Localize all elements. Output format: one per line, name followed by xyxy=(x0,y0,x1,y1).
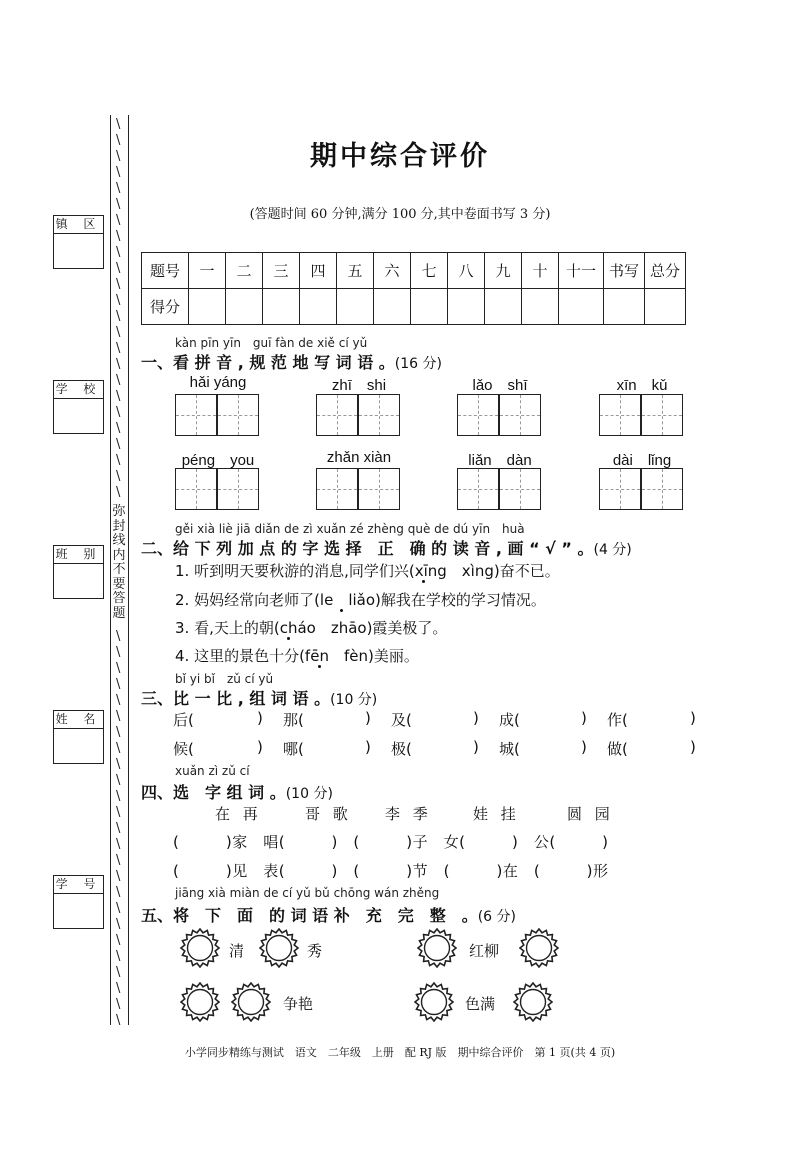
writing-grid-cell[interactable] xyxy=(316,468,358,510)
score-cell[interactable] xyxy=(189,289,226,325)
q4-heading xyxy=(141,780,333,803)
q5-word: 红柳 xyxy=(469,942,500,960)
q4-points: (10 分) xyxy=(285,786,333,802)
sun-blank-icon[interactable] xyxy=(259,928,299,968)
score-header-cell: 六 xyxy=(374,253,411,289)
binding-slash: \ xyxy=(116,917,121,932)
binding-slash: \ xyxy=(116,661,121,676)
sun-blank-icon[interactable] xyxy=(180,928,220,968)
binding-slash: \ xyxy=(116,405,121,420)
binding-slash: \ xyxy=(116,357,121,372)
field-class[interactable] xyxy=(53,545,104,599)
binding-slash: \ xyxy=(116,629,121,644)
score-table-header-row xyxy=(142,253,686,289)
binding-slash: \ xyxy=(116,677,121,692)
binding-slash: \ xyxy=(116,821,121,836)
binding-slash: \ xyxy=(116,837,121,852)
binding-slash: \ xyxy=(116,485,121,500)
binding-slash: \ xyxy=(116,901,121,916)
score-cell[interactable] xyxy=(337,289,374,325)
q3-cell: ) xyxy=(690,709,696,727)
q3-row-2[interactable] xyxy=(173,738,703,760)
q5-title: 五、将 下 面 的 词 语 补 充 完 整 。 xyxy=(141,906,478,925)
binding-slash: \ xyxy=(116,469,121,484)
score-cell[interactable] xyxy=(645,289,686,325)
q5-points: (6 分) xyxy=(477,909,516,925)
q4-pair: 圆 园 xyxy=(567,805,614,823)
binding-slash: \ xyxy=(116,213,121,228)
binding-slash: \ xyxy=(116,149,121,164)
exam-subtitle: (答题时间 60 分钟,满分 100 分,其中卷面书写 3 分) xyxy=(249,207,551,222)
q3-cell: 后( xyxy=(173,711,194,729)
q3-points: (10 分) xyxy=(330,692,378,708)
binding-slash: \ xyxy=(116,229,121,244)
q1-word-pinyin: zhǎn xiàn xyxy=(326,449,392,466)
q3-cell: 作( xyxy=(607,711,628,729)
q3-cell: ) xyxy=(473,738,479,756)
q2-item[interactable]: 4. 这里的景色十分(fēn fèn)美丽。 xyxy=(175,647,419,665)
field-town[interactable] xyxy=(53,215,104,269)
q3-cell: ) xyxy=(690,738,696,756)
binding-slash: \ xyxy=(116,645,121,660)
binding-slash: \ xyxy=(116,693,121,708)
binding-slash: \ xyxy=(116,421,121,436)
binding-slash: \ xyxy=(116,965,121,980)
binding-slash: \ xyxy=(116,773,121,788)
q1-word-pinyin: zhī shi xyxy=(331,377,387,394)
score-cell[interactable] xyxy=(263,289,300,325)
binding-slash: \ xyxy=(116,949,121,964)
binding-slash: \ xyxy=(116,437,121,452)
q1-title: 一、看 拼 音 , 规 范 地 写 词 语 。 xyxy=(141,353,395,372)
score-header-cell: 十一 xyxy=(559,253,604,289)
binding-slash: \ xyxy=(116,341,121,356)
writing-grid-cell[interactable] xyxy=(641,394,683,436)
sun-blank-icon[interactable] xyxy=(231,982,271,1022)
binding-slash: \ xyxy=(116,981,121,996)
q2-title: 二、给 下 列 加 点 的 字 选 择 正 确 的 读 音 , 画 “ √ ” 。 xyxy=(141,539,594,558)
q5-heading xyxy=(141,903,516,926)
binding-slash: \ xyxy=(116,885,121,900)
q3-pinyin: bǐ yi bǐ zǔ cí yǔ xyxy=(175,672,274,686)
q3-cell: 城( xyxy=(499,740,520,758)
q5-word: 清 xyxy=(229,942,245,960)
q1-word-pinyin: lǎo shī xyxy=(472,377,528,394)
q4-row-1[interactable]: ( )家 唱( ) ( )子 女( ) 公( ) xyxy=(173,833,609,851)
q4-row-2[interactable]: ( )见 表( ) ( )节 ( )在 ( )形 xyxy=(173,862,609,880)
score-header-cell: 四 xyxy=(300,253,337,289)
writing-grid-cell[interactable] xyxy=(457,468,499,510)
writing-grid-cell[interactable] xyxy=(358,468,400,510)
sun-blank-icon[interactable] xyxy=(414,982,454,1022)
writing-grid-cell[interactable] xyxy=(499,394,541,436)
q4-pair: 哥 歌 xyxy=(305,805,352,823)
binding-line-right xyxy=(128,115,129,1025)
score-header-cell: 八 xyxy=(448,253,485,289)
q4-pair: 娃 挂 xyxy=(473,805,520,823)
q1-pinyin: kàn pīn yīn guī fàn de xiě cí yǔ xyxy=(175,336,368,350)
q1-word-pinyin: dài lǐng xyxy=(612,452,672,469)
q3-cell: 那( xyxy=(283,711,304,729)
q1-word-pinyin: hǎi yáng xyxy=(189,374,247,391)
emphasis-dot xyxy=(318,665,321,668)
writing-grid-cell[interactable] xyxy=(175,468,217,510)
score-header-cell: 书写 xyxy=(604,253,645,289)
binding-slash: \ xyxy=(116,261,121,276)
score-cell[interactable] xyxy=(411,289,448,325)
binding-slash: \ xyxy=(116,309,121,324)
score-cell[interactable] xyxy=(522,289,559,325)
score-header-cell: 三 xyxy=(263,253,300,289)
score-table xyxy=(141,252,686,325)
binding-slash: \ xyxy=(116,997,121,1012)
score-header-cell: 五 xyxy=(337,253,374,289)
q5-word: 争艳 xyxy=(283,995,314,1013)
q4-pair: 李 季 xyxy=(385,805,432,823)
binding-slash: \ xyxy=(116,165,121,180)
binding-slash: \ xyxy=(116,853,121,868)
q4-title: 四、选 字 组 词 。 xyxy=(141,783,286,802)
q3-cell: ) xyxy=(257,738,263,756)
score-cell[interactable] xyxy=(604,289,645,325)
q3-cell: 候( xyxy=(173,740,194,758)
score-row-label: 得分 xyxy=(142,289,189,325)
q3-cell: ) xyxy=(581,738,587,756)
binding-slash: \ xyxy=(116,117,121,132)
writing-grid-cell[interactable] xyxy=(641,468,683,510)
binding-slash: \ xyxy=(116,389,121,404)
q2-heading xyxy=(141,536,632,559)
q3-cell: 哪( xyxy=(283,740,304,758)
q3-heading xyxy=(141,686,377,709)
field-student-id-label: 学 号 xyxy=(54,876,103,894)
score-header-cell: 二 xyxy=(226,253,263,289)
field-school[interactable] xyxy=(53,380,104,434)
q3-cell: 做( xyxy=(607,740,628,758)
q2-points: (4 分) xyxy=(593,542,632,558)
field-class-label: 班 别 xyxy=(54,546,103,564)
field-town-label: 镇 区 xyxy=(54,216,103,234)
binding-slash: \ xyxy=(116,757,121,772)
exam-title: 期中综合评价 xyxy=(310,141,490,172)
binding-slash: \ xyxy=(116,933,121,948)
emphasis-dot xyxy=(340,609,343,612)
binding-slash: \ xyxy=(116,1013,121,1028)
seal-text: 弥封线内不要答题 xyxy=(112,504,126,621)
binding-slash: \ xyxy=(116,133,121,148)
binding-slash: \ xyxy=(116,725,121,740)
writing-grid-cell[interactable] xyxy=(316,394,358,436)
q3-cell: 成( xyxy=(499,711,520,729)
writing-grid-cell[interactable] xyxy=(217,468,259,510)
q2-item[interactable]: 2. 妈妈经常向老师了(le liǎo)解我在学校的学习情况。 xyxy=(175,591,546,609)
score-cell[interactable] xyxy=(559,289,604,325)
score-header-cell: 一 xyxy=(189,253,226,289)
writing-grid-cell[interactable] xyxy=(358,394,400,436)
q1-heading xyxy=(141,350,442,373)
score-cell[interactable] xyxy=(226,289,263,325)
binding-slash: \ xyxy=(116,181,121,196)
writing-grid-cell[interactable] xyxy=(599,394,641,436)
writing-grid-cell[interactable] xyxy=(499,468,541,510)
score-cell[interactable] xyxy=(374,289,411,325)
q3-title: 三、比 一 比 , 组 词 语 。 xyxy=(141,689,331,708)
writing-grid-cell[interactable] xyxy=(599,468,641,510)
q5-word: 秀 xyxy=(307,942,323,960)
q4-pinyin: xuǎn zì zǔ cí xyxy=(175,764,250,778)
q2-item[interactable]: 3. 看,天上的朝(cháo zhāo)霞美极了。 xyxy=(175,619,448,637)
binding-slash: \ xyxy=(116,741,121,756)
binding-slash: \ xyxy=(116,709,121,724)
q5-pinyin: jiāng xià miàn de cí yǔ bǔ chōng wán zhěng xyxy=(175,886,440,900)
writing-grid-cell[interactable] xyxy=(217,394,259,436)
score-cell[interactable] xyxy=(300,289,337,325)
score-header-cell: 十 xyxy=(522,253,559,289)
sun-blank-icon[interactable] xyxy=(180,982,220,1022)
page-footer: 小学同步精练与测试 语文 二年级 上册 配 RJ 版 期中综合评价 第 1 页(共 4 页) xyxy=(184,1046,616,1059)
q5-word: 色满 xyxy=(465,995,496,1013)
binding-slash: \ xyxy=(116,869,121,884)
binding-slash: \ xyxy=(116,805,121,820)
q1-word-pinyin: péng you xyxy=(181,452,255,469)
binding-slash: \ xyxy=(116,789,121,804)
q3-cell: 极( xyxy=(391,740,412,758)
q3-cell: 及( xyxy=(391,711,412,729)
q2-item[interactable]: 1. 听到明天要秋游的消息,同学们兴(xīng xìng)奋不已。 xyxy=(175,562,560,580)
score-header-cell: 九 xyxy=(485,253,522,289)
score-header-cell: 总分 xyxy=(645,253,686,289)
field-name-label: 姓 名 xyxy=(54,711,103,729)
q2-pinyin: gěi xià liè jiā diǎn de zì xuǎn zé zhèng què de dú yīn huà xyxy=(175,522,525,536)
binding-slash: \ xyxy=(116,325,121,340)
binding-slash: \ xyxy=(116,197,121,212)
sun-blank-icon[interactable] xyxy=(519,928,559,968)
sun-blank-icon[interactable] xyxy=(417,928,457,968)
q3-cell: ) xyxy=(257,709,263,727)
field-student-id[interactable] xyxy=(53,875,104,929)
score-table-score-row xyxy=(142,289,686,325)
q3-cell: ) xyxy=(365,738,371,756)
emphasis-dot xyxy=(422,580,425,583)
binding-slash: \ xyxy=(116,373,121,388)
binding-slash: \ xyxy=(116,245,121,260)
q4-pair: 在 再 xyxy=(215,805,262,823)
sun-blank-icon[interactable] xyxy=(513,982,553,1022)
emphasis-dot xyxy=(287,637,290,640)
field-school-label: 学 校 xyxy=(54,381,103,399)
score-header-cell: 七 xyxy=(411,253,448,289)
field-name[interactable] xyxy=(53,710,104,764)
q1-word-pinyin: liǎn dàn xyxy=(468,452,532,469)
q1-points: (16 分) xyxy=(394,356,442,372)
binding-slash: \ xyxy=(116,453,121,468)
q3-cell: ) xyxy=(473,709,479,727)
binding-slash: \ xyxy=(116,293,121,308)
score-cell[interactable] xyxy=(485,289,522,325)
score-header-cell: 题号 xyxy=(142,253,189,289)
score-cell[interactable] xyxy=(448,289,485,325)
q3-cell: ) xyxy=(365,709,371,727)
writing-grid-cell[interactable] xyxy=(175,394,217,436)
binding-slash: \ xyxy=(116,277,121,292)
q1-word-pinyin: xīn kǔ xyxy=(616,377,668,394)
q3-row-1[interactable] xyxy=(173,709,703,731)
q3-cell: ) xyxy=(581,709,587,727)
writing-grid-cell[interactable] xyxy=(457,394,499,436)
